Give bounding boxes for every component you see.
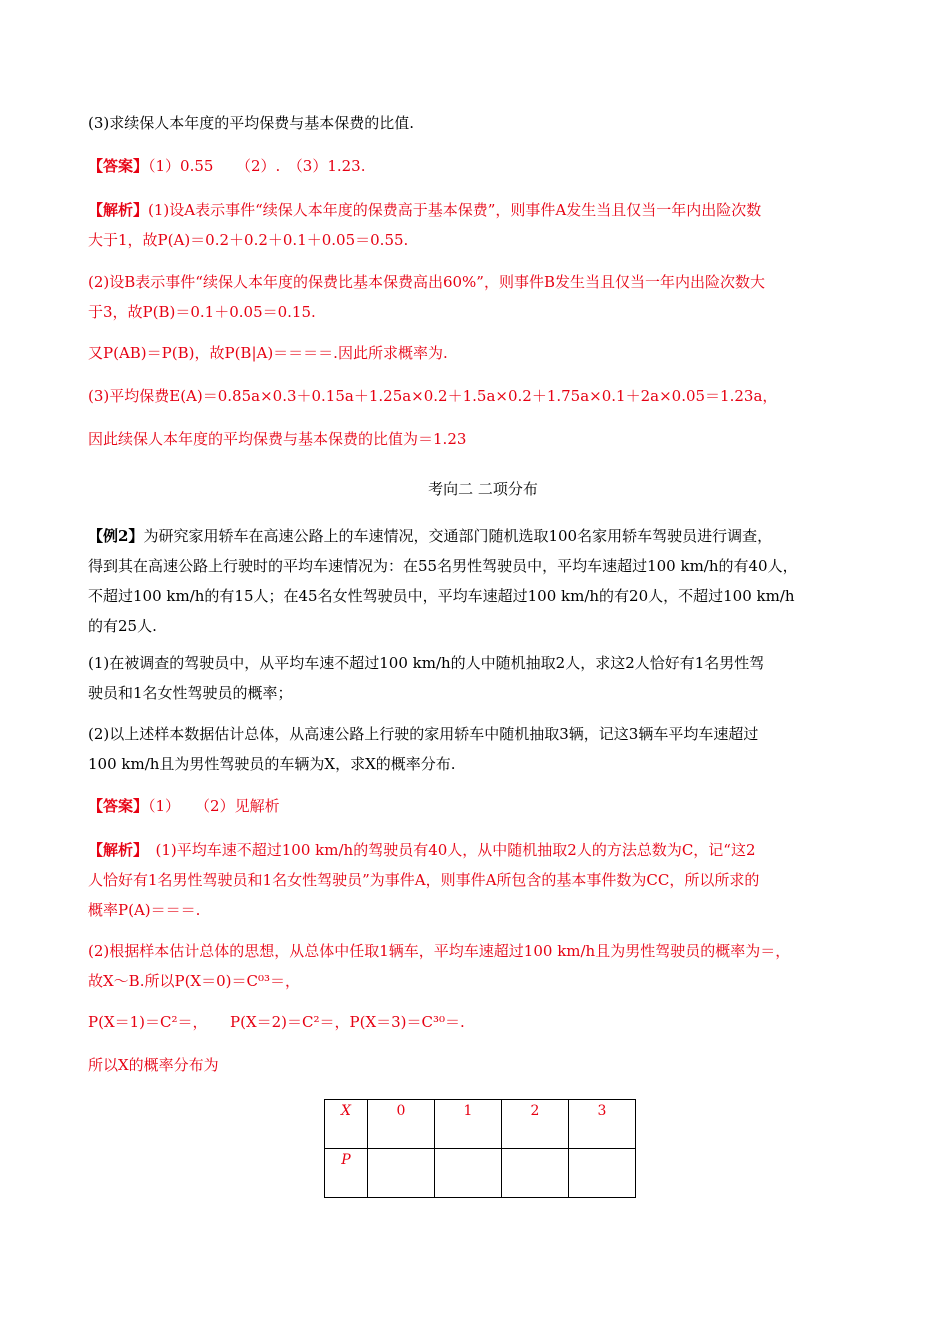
solution-1-part-5: 因此续保人本年度的平均保费与基本保费的比值为＝1.23: [88, 430, 467, 448]
solution-2-part-2: [88, 936, 878, 996]
solution-1-part-3: 又P(AB)＝P(B)，故P(B|A)＝＝＝＝.因此所求概率为.: [88, 344, 448, 362]
question-line: (2)以上述样本数据估计总体，从高速公路上行驶的家用轿车中随机抽取3辆，记这3辆车平均车速超过: [88, 725, 759, 743]
question-line: 100 km/h且为男性驾驶员的车辆为X，求X的概率分布.: [88, 755, 456, 773]
solution-text-line: 于3，故P(B)＝0.1＋0.05＝0.15.: [88, 303, 316, 321]
answer-text: （1） （2）见解析: [148, 797, 280, 815]
answer-1: [88, 151, 878, 181]
table-cell: X: [325, 1100, 368, 1149]
solution-tag: 【解析】: [88, 841, 141, 859]
table-cell: 1: [435, 1100, 502, 1149]
solution-tag: 【解析】: [88, 201, 149, 219]
table-cell: [368, 1149, 435, 1198]
probability-distribution-table: [324, 1099, 636, 1198]
example-tag: 【例2】: [88, 527, 144, 545]
answer-tag: 【答案】: [88, 157, 149, 175]
table-cell: 2: [502, 1100, 569, 1149]
table-cell: P: [325, 1149, 368, 1198]
table-row: [325, 1149, 636, 1198]
table-cell: 0: [368, 1100, 435, 1149]
solution-text-line: (2)根据样本估计总体的思想，从总体中任取1辆车，平均车速超过100 km/h且为男性驾驶员的概率为＝，: [88, 942, 791, 960]
answer-2: [88, 791, 878, 821]
example-text-line: 的有25人.: [88, 617, 157, 635]
example-2-question-1: [88, 648, 878, 708]
answer-tag: 【答案】: [88, 797, 149, 815]
solution-1-part-4: (3)平均保费E(A)＝0.85a×0.3＋0.15a＋1.25a×0.2＋1.5a×0.2＋1.75a×0.1＋2a×0.05＝1.23a，: [88, 387, 778, 405]
table-cell: [569, 1149, 636, 1198]
example-text-line: 为研究家用轿车在高速公路上的车速情况，交通部门随机选取100名家用轿车驾驶员进行调查，: [143, 527, 773, 545]
solution-text-line: (2)设B表示事件“续保人本年度的保费比基本保费高出60%”，则事件B发生当且仅当一年内出险次数大: [88, 273, 765, 291]
solution-2-part-4: 所以X的概率分布为: [88, 1056, 219, 1074]
answer-text: （1）0.55 （2）. （3）1.23.: [148, 157, 366, 175]
question-line: 驶员和1名女性驾驶员的概率；: [88, 684, 293, 702]
solution-2-part-3: P(X＝1)＝C²＝， P(X＝2)＝C²＝，P(X＝3)＝C³⁰＝.: [88, 1013, 465, 1031]
solution-1-part-1: [88, 195, 878, 255]
solution-text-line: 大于1，故P(A)＝0.2＋0.2＋0.1＋0.05＝0.55.: [88, 231, 409, 249]
solution-2-part-1: [88, 835, 878, 925]
table-cell: [435, 1149, 502, 1198]
table-row: [325, 1100, 636, 1149]
solution-1-part-2: [88, 267, 878, 327]
example-2-question-2: [88, 719, 878, 779]
solution-text-line: 概率P(A)＝＝＝.: [88, 901, 201, 919]
section-title: 考向二 二项分布: [428, 480, 538, 498]
solution-text-line: (1)设A表示事件“续保人本年度的保费高于基本保费”，则事件A发生当且仅当一年内出险次数: [148, 201, 762, 219]
table-cell: [502, 1149, 569, 1198]
table-cell: 3: [569, 1100, 636, 1149]
solution-text-line: (1)平均车速不超过100 km/h的驾驶员有40人，从中随机抽取2人的方法总数为C，记“这2: [140, 841, 756, 859]
solution-text-line: 故X～B.所以P(X＝0)＝C⁰³＝，: [88, 972, 300, 990]
question-3: (3)求续保人本年度的平均保费与基本保费的比值.: [88, 114, 415, 132]
question-line: (1)在被调查的驾驶员中，从平均车速不超过100 km/h的人中随机抽取2人，求这2人恰好有1名男性驾: [88, 654, 765, 672]
example-text-line: 不超过100 km/h的有15人；在45名女性驾驶员中，平均车速超过100 km/h的有20人，不超过100 km/h: [88, 587, 795, 605]
solution-text-line: 人恰好有1名男性驾驶员和1名女性驾驶员”为事件A，则事件A所包含的基本事件数为CC，所以所求的: [88, 871, 760, 889]
example-text-line: 得到其在高速公路上行驶时的平均车速情况为：在55名男性驾驶员中，平均车速超过100 km/h的有40人，: [88, 557, 798, 575]
example-2: [88, 521, 878, 641]
